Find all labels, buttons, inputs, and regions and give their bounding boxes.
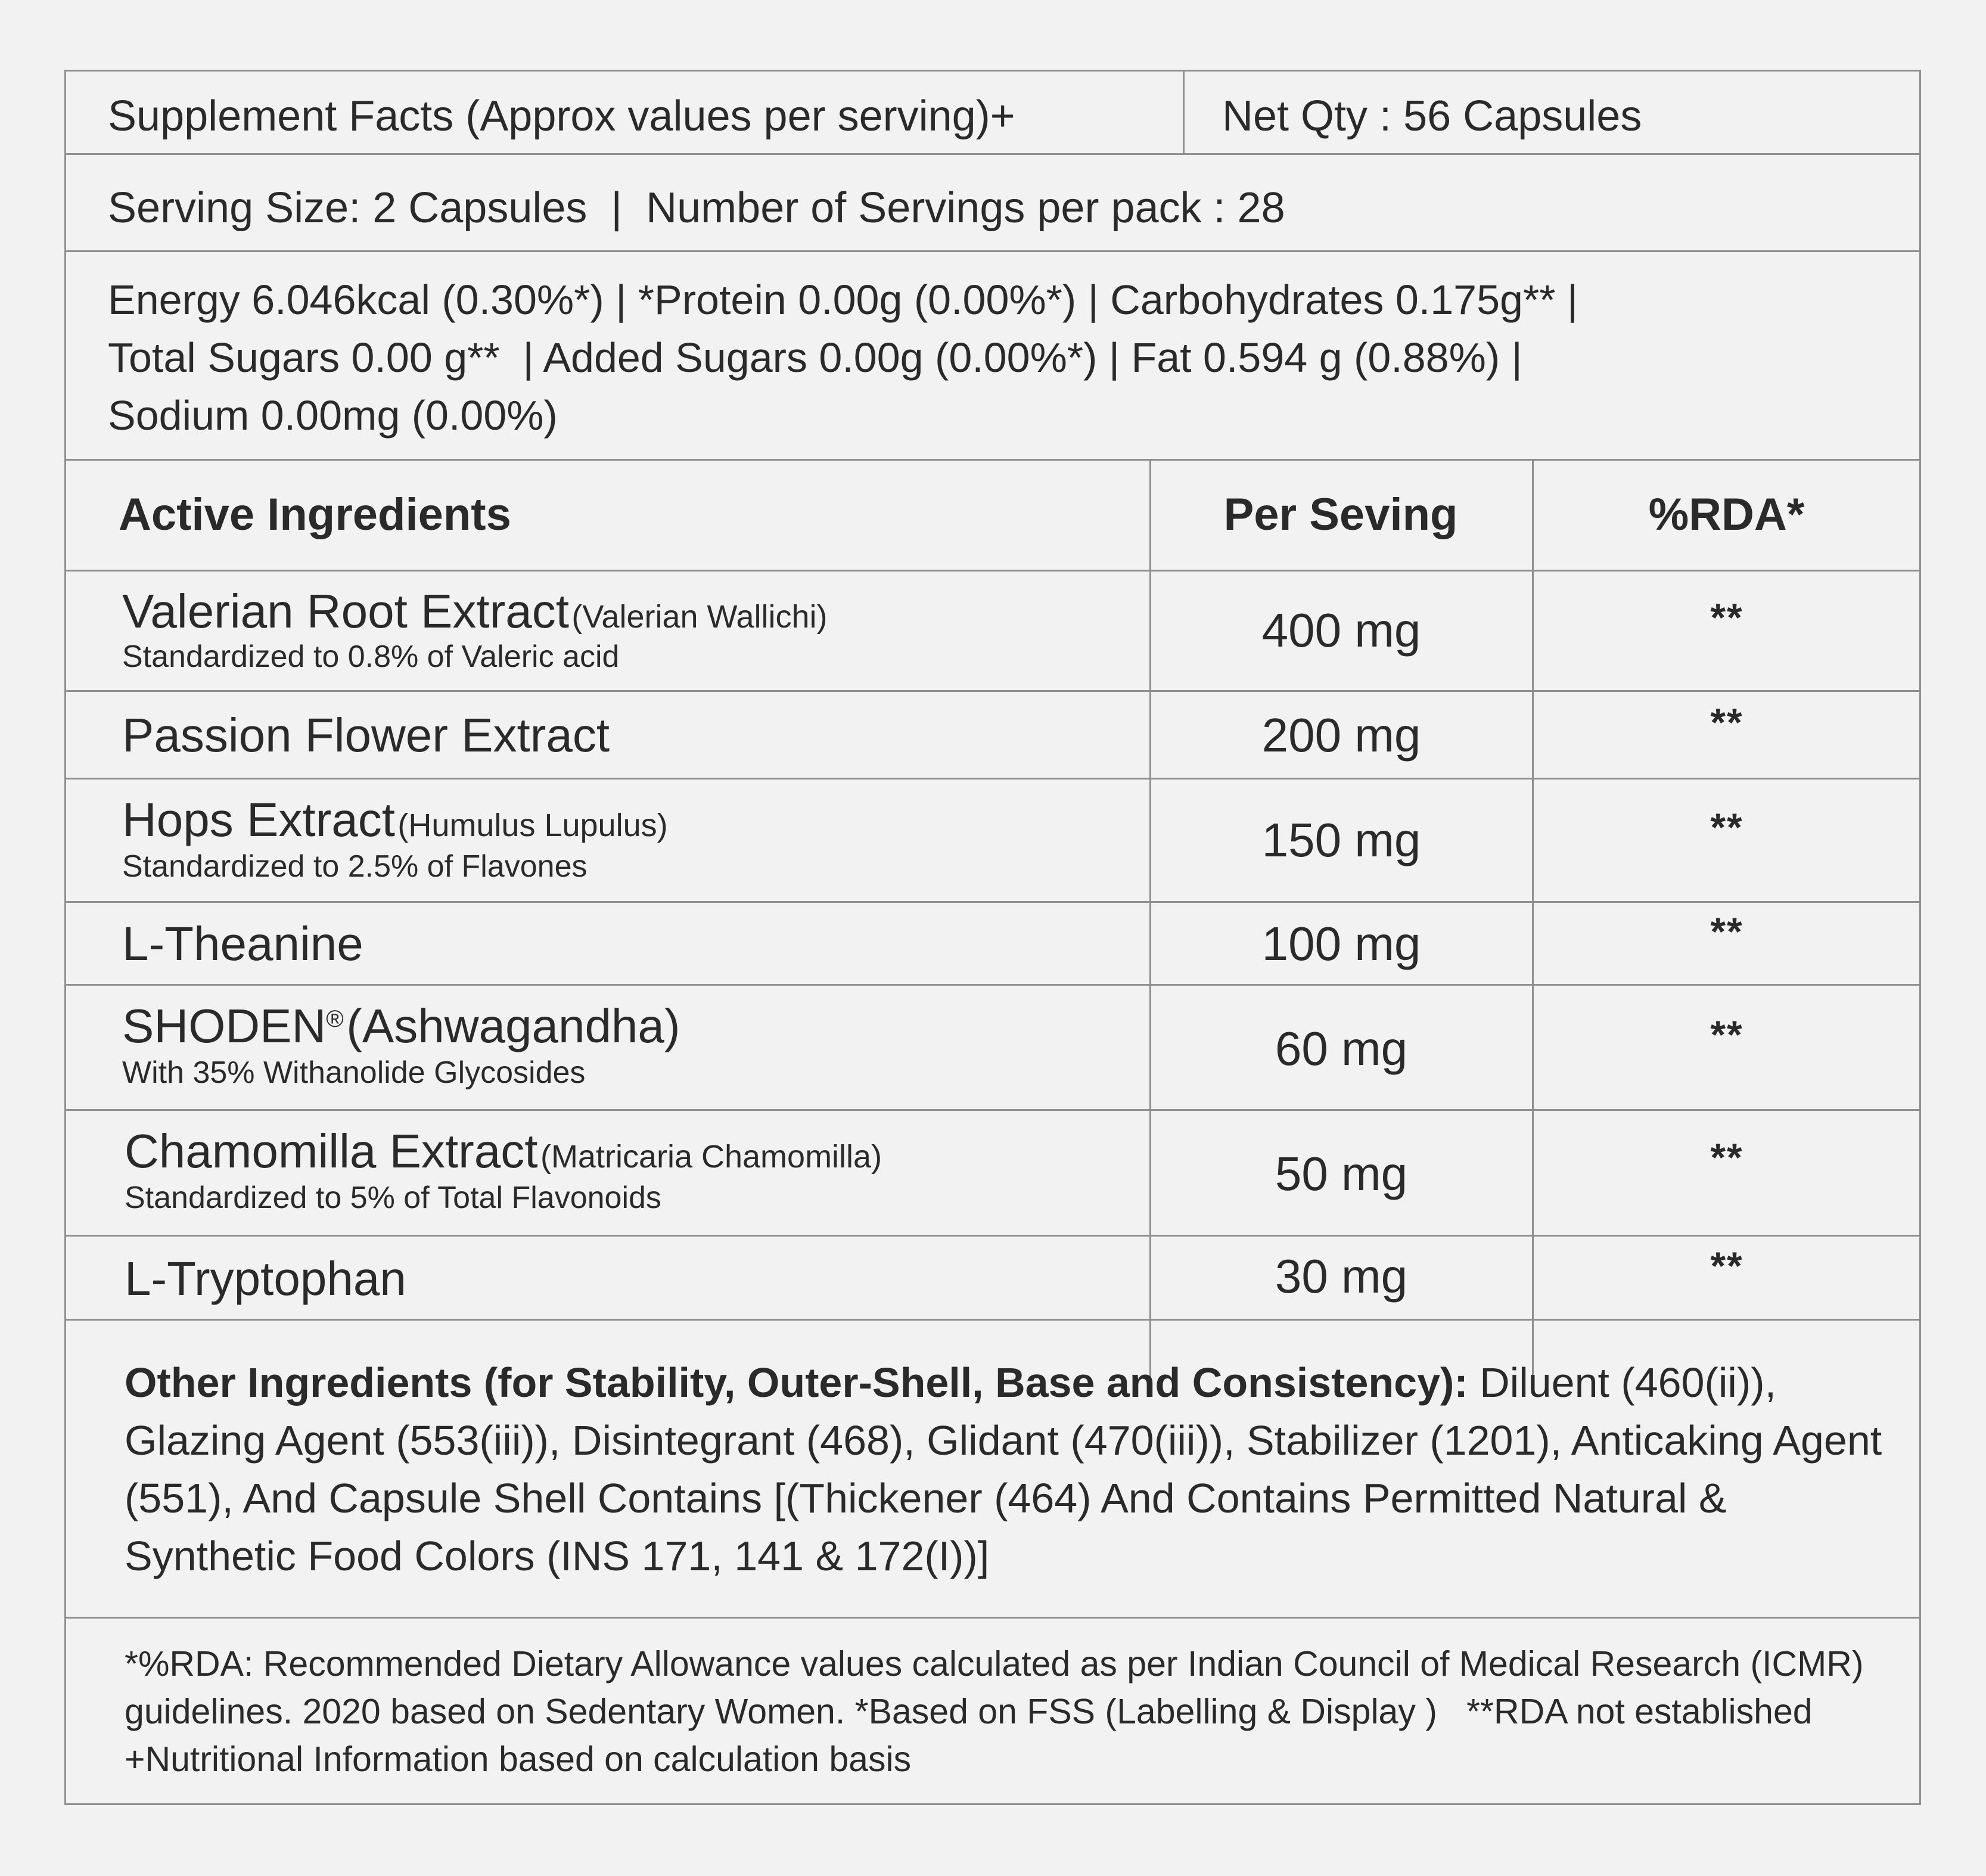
divider bbox=[66, 778, 1919, 779]
ingredient-rda: ** bbox=[1710, 700, 1743, 744]
ingredient-rda: ** bbox=[1710, 805, 1743, 849]
ingredient-note: Standardized to 0.8% of Valeric acid bbox=[122, 639, 620, 674]
ingredient-amount: 30 mg bbox=[1275, 1250, 1408, 1303]
supplement-facts-panel bbox=[64, 70, 1921, 1805]
ingredient-name: Passion Flower Extract bbox=[122, 709, 610, 762]
other-ingredients-label: Other Ingredients (for Stability, Outer-Shell, Base and Consistency): bbox=[125, 1359, 1468, 1406]
column-header-per-serving: Per Seving bbox=[1223, 489, 1458, 540]
ingredient-rda: ** bbox=[1710, 1135, 1743, 1179]
ingredient-amount: 400 mg bbox=[1261, 604, 1421, 657]
ingredient-botanical: (Valerian Wallichi) bbox=[571, 599, 828, 635]
column-header-ingredient: Active Ingredients bbox=[119, 489, 511, 540]
ingredient-note: With 35% Withanolide Glycosides bbox=[122, 1055, 586, 1090]
ingredient-rda: ** bbox=[1710, 909, 1743, 953]
ingredient-botanical: (Matricaria Chamomilla) bbox=[540, 1139, 882, 1175]
divider bbox=[66, 1109, 1919, 1111]
column-header-rda: %RDA* bbox=[1648, 489, 1805, 540]
ingredient-amount: 150 mg bbox=[1261, 813, 1421, 866]
column-divider bbox=[1532, 459, 1534, 1390]
ingredient-botanical: (Humulus Lupulus) bbox=[397, 807, 668, 843]
ingredient-amount: 60 mg bbox=[1275, 1022, 1408, 1075]
ingredient-rda: ** bbox=[1710, 1244, 1743, 1288]
ingredient-note: Standardized to 5% of Total Flavonoids bbox=[125, 1181, 661, 1215]
serving-size: Serving Size: 2 Capsules | Number of Servings per pack : 28 bbox=[108, 184, 1285, 232]
other-ingredients bbox=[125, 1354, 1906, 1585]
ingredient-botanical: (Ashwagandha) bbox=[346, 999, 680, 1052]
ingredient-amount: 200 mg bbox=[1261, 709, 1421, 762]
registered-mark: ® bbox=[326, 1006, 344, 1032]
ingredient-name: Valerian Root Extract bbox=[122, 585, 569, 638]
other-ingredients-text: Diluent (460(ii)), Glazing Agent (553(iii)), Disintegrant (468), Glidant (470(iii)), Stabilizer (1201), Anticaking Agent (551), And Capsule Shell Contains [(Thickener (464) And Contains Permitted Natural & Synthetic Food Colors (INS 171, 141 & 172(I))] bbox=[125, 1359, 1882, 1579]
net-quantity: Net Qty : 56 Capsules bbox=[1222, 92, 1642, 140]
ingredient-amount: 100 mg bbox=[1261, 917, 1421, 970]
nutrition-line-3: Sodium 0.00mg (0.00%) bbox=[108, 392, 558, 439]
divider bbox=[66, 570, 1919, 572]
divider bbox=[66, 1235, 1919, 1237]
ingredient-name: Chamomilla Extract bbox=[125, 1125, 538, 1178]
ingredient-name: Hops Extract bbox=[122, 793, 395, 846]
footnote: *%RDA: Recommended Dietary Allowance values calculated as per Indian Council of Medical Research (ICMR) guidelines. 2020 based on Sedentary Women. *Based on FSS (Labelling & Display ) **RDA not established +Nutritional Information based on calculation basis bbox=[125, 1644, 1873, 1779]
divider bbox=[66, 690, 1919, 692]
ingredient-amount: 50 mg bbox=[1275, 1147, 1408, 1200]
panel-title: Supplement Facts (Approx values per serving)+ bbox=[108, 92, 1015, 140]
nutrition-line-2: Total Sugars 0.00 g** | Added Sugars 0.00g (0.00%*) | Fat 0.594 g (0.88%) | bbox=[108, 334, 1522, 381]
divider bbox=[66, 1319, 1919, 1321]
divider bbox=[66, 153, 1919, 155]
nutrition-line-1: Energy 6.046kcal (0.30%*) | *Protein 0.00g (0.00%*) | Carbohydrates 0.175g** | bbox=[108, 277, 1578, 323]
divider bbox=[66, 901, 1919, 903]
ingredient-name: L-Theanine bbox=[122, 917, 363, 970]
ingredient-note: Standardized to 2.5% of Flavones bbox=[122, 849, 588, 884]
divider bbox=[66, 984, 1919, 986]
divider bbox=[66, 459, 1919, 461]
ingredient-rda: ** bbox=[1710, 1012, 1743, 1057]
ingredient-rda: ** bbox=[1710, 595, 1743, 639]
divider bbox=[66, 1617, 1919, 1619]
divider bbox=[66, 250, 1919, 252]
ingredient-name: L-Tryptophan bbox=[125, 1252, 406, 1305]
divider bbox=[1183, 72, 1185, 155]
ingredient-name: SHODEN bbox=[122, 999, 327, 1052]
